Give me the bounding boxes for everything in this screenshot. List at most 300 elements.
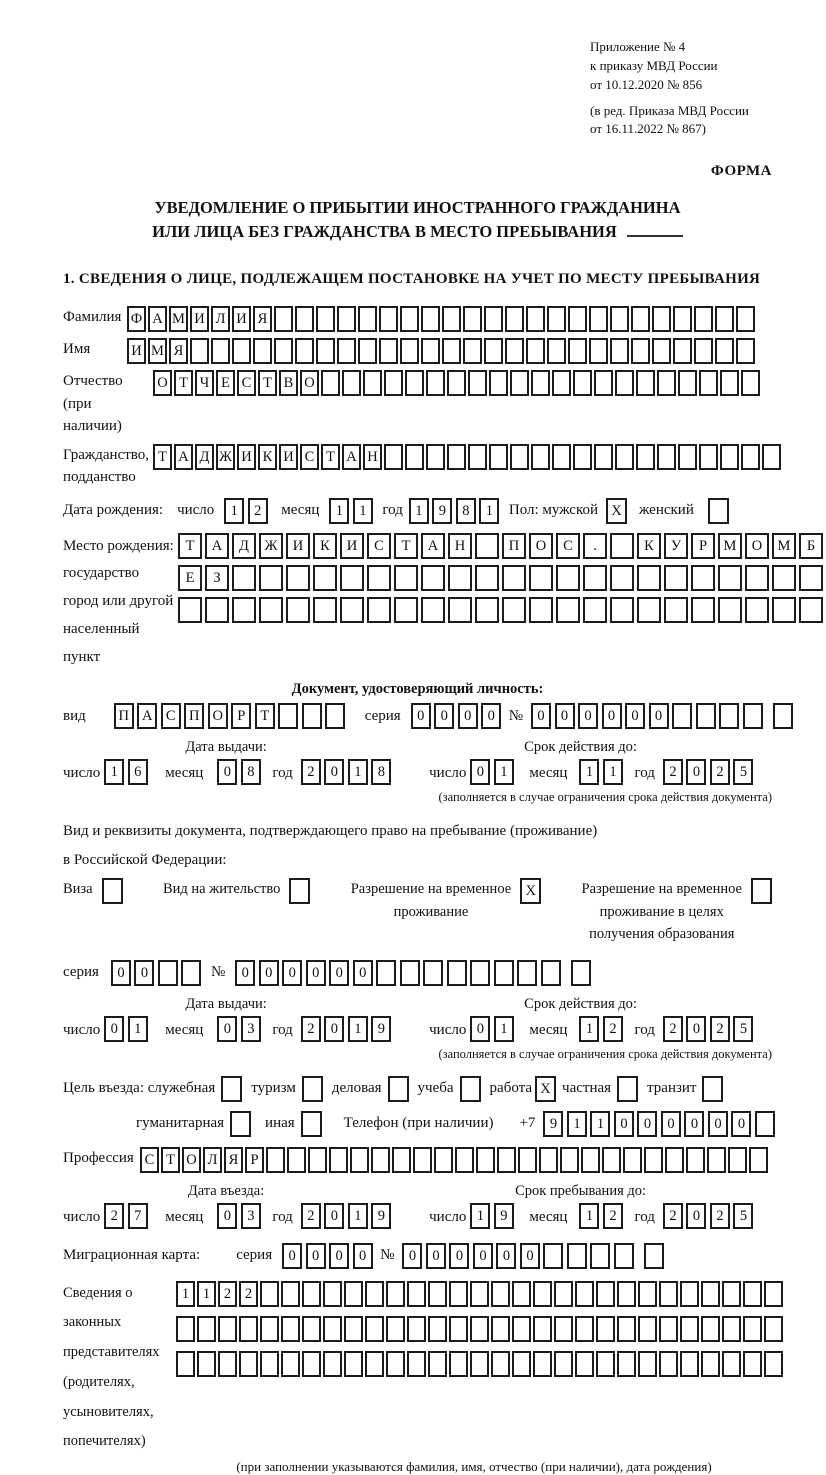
char-cell[interactable] xyxy=(664,597,688,623)
char-cell[interactable]: 2 xyxy=(603,1203,623,1229)
char-cell[interactable] xyxy=(365,1351,384,1377)
char-cell[interactable] xyxy=(652,338,671,364)
char-cell[interactable] xyxy=(423,960,443,986)
char-cell[interactable] xyxy=(475,565,499,591)
char-cell[interactable] xyxy=(449,1316,468,1342)
char-cell[interactable]: К xyxy=(637,533,661,559)
char-cell[interactable] xyxy=(313,597,337,623)
char-cell[interactable] xyxy=(344,1316,363,1342)
char-cell[interactable] xyxy=(736,338,755,364)
char-cell[interactable]: 2 xyxy=(663,1016,683,1042)
char-cell[interactable] xyxy=(644,1147,663,1173)
char-cell[interactable] xyxy=(691,565,715,591)
char-cell[interactable]: 1 xyxy=(470,1203,490,1229)
char-cell[interactable] xyxy=(449,1351,468,1377)
char-cell[interactable] xyxy=(728,1147,747,1173)
char-cell[interactable]: Я xyxy=(224,1147,243,1173)
char-cell[interactable] xyxy=(547,306,566,332)
char-cell[interactable]: И xyxy=(286,533,310,559)
char-cell[interactable] xyxy=(463,338,482,364)
char-cell[interactable] xyxy=(610,565,634,591)
purpose-other-checkbox[interactable] xyxy=(301,1111,322,1137)
char-cell[interactable]: Л xyxy=(203,1147,222,1173)
char-cell[interactable]: 0 xyxy=(259,960,279,986)
char-cell[interactable] xyxy=(657,370,676,396)
char-cell[interactable] xyxy=(568,306,587,332)
char-cell[interactable] xyxy=(302,1281,321,1307)
char-cell[interactable] xyxy=(470,1351,489,1377)
char-cell[interactable]: 0 xyxy=(217,1016,237,1042)
char-cell[interactable]: Е xyxy=(216,370,235,396)
char-cell[interactable] xyxy=(379,306,398,332)
char-cell[interactable]: 1 xyxy=(603,759,623,785)
char-cell[interactable]: И xyxy=(340,533,364,559)
char-cell[interactable] xyxy=(308,1147,327,1173)
char-cell[interactable] xyxy=(673,306,692,332)
purpose-humanitarian-checkbox[interactable] xyxy=(230,1111,251,1137)
char-cell[interactable] xyxy=(421,597,445,623)
char-cell[interactable] xyxy=(623,1147,642,1173)
char-cell[interactable]: О xyxy=(153,370,172,396)
char-cell[interactable]: 0 xyxy=(686,1203,706,1229)
char-cell[interactable]: 2 xyxy=(301,1016,321,1042)
char-cell[interactable] xyxy=(556,597,580,623)
char-cell[interactable] xyxy=(218,1316,237,1342)
char-cell[interactable]: О xyxy=(745,533,769,559)
char-cell[interactable] xyxy=(313,565,337,591)
char-cell[interactable]: 2 xyxy=(104,1203,124,1229)
char-cell[interactable]: И xyxy=(190,306,209,332)
purpose-study-checkbox[interactable] xyxy=(460,1076,481,1102)
char-cell[interactable] xyxy=(678,444,697,470)
char-cell[interactable] xyxy=(526,306,545,332)
char-cell[interactable] xyxy=(323,1316,342,1342)
char-cell[interactable] xyxy=(531,444,550,470)
char-cell[interactable]: 0 xyxy=(531,703,551,729)
char-cell[interactable] xyxy=(637,597,661,623)
char-cell[interactable] xyxy=(449,1281,468,1307)
char-cell[interactable]: 1 xyxy=(567,1111,587,1137)
char-cell[interactable]: 0 xyxy=(686,1016,706,1042)
char-cell[interactable]: С xyxy=(140,1147,159,1173)
char-cell[interactable] xyxy=(552,370,571,396)
char-cell[interactable] xyxy=(529,597,553,623)
char-cell[interactable] xyxy=(475,597,499,623)
char-cell[interactable] xyxy=(447,370,466,396)
char-cell[interactable] xyxy=(680,1316,699,1342)
char-cell[interactable]: 0 xyxy=(434,703,454,729)
char-cell[interactable] xyxy=(543,1243,563,1269)
char-cell[interactable]: 0 xyxy=(637,1111,657,1137)
char-cell[interactable] xyxy=(321,370,340,396)
char-cell[interactable]: 1 xyxy=(494,759,514,785)
char-cell[interactable] xyxy=(407,1281,426,1307)
char-cell[interactable]: Р xyxy=(231,703,251,729)
char-cell[interactable] xyxy=(371,1147,390,1173)
char-cell[interactable]: Т xyxy=(394,533,418,559)
char-cell[interactable]: Н xyxy=(363,444,382,470)
char-cell[interactable] xyxy=(510,370,529,396)
char-cell[interactable] xyxy=(610,338,629,364)
char-cell[interactable] xyxy=(468,444,487,470)
char-cell[interactable] xyxy=(340,565,364,591)
char-cell[interactable]: 9 xyxy=(543,1111,563,1137)
char-cell[interactable]: Л xyxy=(211,306,230,332)
char-cell[interactable]: 0 xyxy=(708,1111,728,1137)
char-cell[interactable] xyxy=(575,1281,594,1307)
char-cell[interactable] xyxy=(589,338,608,364)
char-cell[interactable]: П xyxy=(184,703,204,729)
sex-male-checkbox[interactable]: X xyxy=(606,498,627,524)
char-cell[interactable] xyxy=(295,338,314,364)
char-cell[interactable]: 0 xyxy=(470,759,490,785)
char-cell[interactable]: . xyxy=(583,533,607,559)
char-cell[interactable]: 1 xyxy=(176,1281,195,1307)
visa-checkbox[interactable] xyxy=(102,878,123,904)
char-cell[interactable] xyxy=(491,1351,510,1377)
char-cell[interactable] xyxy=(434,1147,453,1173)
char-cell[interactable] xyxy=(696,703,716,729)
char-cell[interactable]: 1 xyxy=(353,498,373,524)
char-cell[interactable]: 0 xyxy=(426,1243,446,1269)
char-cell[interactable] xyxy=(287,1147,306,1173)
char-cell[interactable] xyxy=(526,338,545,364)
char-cell[interactable] xyxy=(386,1351,405,1377)
char-cell[interactable] xyxy=(719,703,739,729)
char-cell[interactable] xyxy=(340,597,364,623)
char-cell[interactable] xyxy=(541,960,561,986)
char-cell[interactable]: 6 xyxy=(128,759,148,785)
char-cell[interactable]: 1 xyxy=(104,759,124,785)
char-cell[interactable] xyxy=(722,1316,741,1342)
char-cell[interactable] xyxy=(205,597,229,623)
char-cell[interactable]: 2 xyxy=(710,1203,730,1229)
char-cell[interactable] xyxy=(491,1281,510,1307)
char-cell[interactable] xyxy=(239,1351,258,1377)
char-cell[interactable]: С xyxy=(556,533,580,559)
char-cell[interactable] xyxy=(699,370,718,396)
char-cell[interactable]: А xyxy=(148,306,167,332)
char-cell[interactable]: С xyxy=(237,370,256,396)
char-cell[interactable] xyxy=(657,444,676,470)
char-cell[interactable] xyxy=(342,370,361,396)
char-cell[interactable] xyxy=(617,1351,636,1377)
char-cell[interactable]: Ф xyxy=(127,306,146,332)
char-cell[interactable] xyxy=(518,1147,537,1173)
char-cell[interactable] xyxy=(400,306,419,332)
char-cell[interactable] xyxy=(773,703,793,729)
char-cell[interactable]: 9 xyxy=(371,1203,391,1229)
char-cell[interactable] xyxy=(533,1281,552,1307)
char-cell[interactable]: 0 xyxy=(661,1111,681,1137)
char-cell[interactable]: Н xyxy=(448,533,472,559)
char-cell[interactable] xyxy=(379,338,398,364)
char-cell[interactable]: А xyxy=(421,533,445,559)
char-cell[interactable] xyxy=(510,444,529,470)
char-cell[interactable] xyxy=(755,1111,775,1137)
char-cell[interactable] xyxy=(489,444,508,470)
char-cell[interactable]: Т xyxy=(153,444,172,470)
char-cell[interactable] xyxy=(743,1351,762,1377)
char-cell[interactable] xyxy=(762,444,781,470)
char-cell[interactable] xyxy=(617,1316,636,1342)
char-cell[interactable]: М xyxy=(718,533,742,559)
char-cell[interactable] xyxy=(365,1281,384,1307)
char-cell[interactable]: 9 xyxy=(371,1016,391,1042)
char-cell[interactable]: Т xyxy=(178,533,202,559)
char-cell[interactable] xyxy=(529,565,553,591)
char-cell[interactable] xyxy=(554,1316,573,1342)
char-cell[interactable] xyxy=(512,1351,531,1377)
char-cell[interactable] xyxy=(426,370,445,396)
char-cell[interactable]: Т xyxy=(258,370,277,396)
char-cell[interactable] xyxy=(631,306,650,332)
char-cell[interactable]: К xyxy=(313,533,337,559)
char-cell[interactable]: 1 xyxy=(579,1203,599,1229)
char-cell[interactable] xyxy=(405,444,424,470)
char-cell[interactable] xyxy=(178,597,202,623)
char-cell[interactable]: 2 xyxy=(248,498,268,524)
char-cell[interactable]: 1 xyxy=(579,1016,599,1042)
char-cell[interactable] xyxy=(325,703,345,729)
char-cell[interactable] xyxy=(281,1281,300,1307)
char-cell[interactable] xyxy=(636,370,655,396)
char-cell[interactable] xyxy=(407,1351,426,1377)
char-cell[interactable] xyxy=(475,533,499,559)
char-cell[interactable]: Т xyxy=(255,703,275,729)
char-cell[interactable] xyxy=(678,370,697,396)
char-cell[interactable]: Т xyxy=(174,370,193,396)
char-cell[interactable]: Д xyxy=(232,533,256,559)
char-cell[interactable] xyxy=(589,306,608,332)
char-cell[interactable] xyxy=(659,1316,678,1342)
char-cell[interactable]: К xyxy=(258,444,277,470)
char-cell[interactable] xyxy=(259,597,283,623)
char-cell[interactable]: Е xyxy=(178,565,202,591)
char-cell[interactable]: 1 xyxy=(590,1111,610,1137)
char-cell[interactable] xyxy=(394,565,418,591)
char-cell[interactable] xyxy=(497,1147,516,1173)
char-cell[interactable]: И xyxy=(237,444,256,470)
char-cell[interactable] xyxy=(638,1281,657,1307)
purpose-business-checkbox[interactable] xyxy=(388,1076,409,1102)
residence-permit-checkbox[interactable] xyxy=(289,878,310,904)
temp-permit-edu-checkbox[interactable] xyxy=(751,878,772,904)
char-cell[interactable] xyxy=(384,444,403,470)
char-cell[interactable] xyxy=(590,1243,610,1269)
char-cell[interactable] xyxy=(554,1281,573,1307)
char-cell[interactable]: 1 xyxy=(329,498,349,524)
char-cell[interactable] xyxy=(694,306,713,332)
char-cell[interactable] xyxy=(644,1243,664,1269)
char-cell[interactable]: 0 xyxy=(520,1243,540,1269)
char-cell[interactable]: 0 xyxy=(402,1243,422,1269)
char-cell[interactable] xyxy=(421,565,445,591)
char-cell[interactable] xyxy=(455,1147,474,1173)
char-cell[interactable] xyxy=(539,1147,558,1173)
char-cell[interactable] xyxy=(448,597,472,623)
char-cell[interactable]: Б xyxy=(799,533,823,559)
char-cell[interactable] xyxy=(720,370,739,396)
char-cell[interactable] xyxy=(512,1316,531,1342)
char-cell[interactable]: 5 xyxy=(733,1016,753,1042)
char-cell[interactable] xyxy=(428,1281,447,1307)
char-cell[interactable] xyxy=(575,1316,594,1342)
char-cell[interactable]: М xyxy=(169,306,188,332)
char-cell[interactable] xyxy=(428,1316,447,1342)
char-cell[interactable]: Ч xyxy=(195,370,214,396)
char-cell[interactable] xyxy=(344,1281,363,1307)
char-cell[interactable] xyxy=(659,1351,678,1377)
char-cell[interactable]: А xyxy=(342,444,361,470)
char-cell[interactable] xyxy=(392,1147,411,1173)
char-cell[interactable]: 1 xyxy=(348,1016,368,1042)
char-cell[interactable]: 0 xyxy=(625,703,645,729)
char-cell[interactable] xyxy=(701,1316,720,1342)
char-cell[interactable]: 0 xyxy=(306,960,326,986)
char-cell[interactable]: Ж xyxy=(216,444,235,470)
char-cell[interactable] xyxy=(701,1351,720,1377)
char-cell[interactable]: 1 xyxy=(128,1016,148,1042)
char-cell[interactable]: П xyxy=(502,533,526,559)
char-cell[interactable]: 2 xyxy=(301,759,321,785)
char-cell[interactable] xyxy=(259,565,283,591)
char-cell[interactable] xyxy=(323,1351,342,1377)
char-cell[interactable] xyxy=(181,960,201,986)
purpose-official-checkbox[interactable] xyxy=(221,1076,242,1102)
char-cell[interactable]: 8 xyxy=(371,759,391,785)
char-cell[interactable] xyxy=(715,306,734,332)
char-cell[interactable] xyxy=(615,444,634,470)
char-cell[interactable] xyxy=(337,306,356,332)
char-cell[interactable]: 8 xyxy=(241,759,261,785)
char-cell[interactable] xyxy=(468,370,487,396)
char-cell[interactable] xyxy=(573,370,592,396)
char-cell[interactable] xyxy=(745,597,769,623)
char-cell[interactable] xyxy=(260,1281,279,1307)
char-cell[interactable] xyxy=(672,703,692,729)
char-cell[interactable] xyxy=(554,1351,573,1377)
char-cell[interactable]: М xyxy=(148,338,167,364)
purpose-transit-checkbox[interactable] xyxy=(702,1076,723,1102)
char-cell[interactable] xyxy=(476,1147,495,1173)
char-cell[interactable] xyxy=(718,565,742,591)
char-cell[interactable] xyxy=(652,306,671,332)
char-cell[interactable] xyxy=(386,1316,405,1342)
char-cell[interactable]: 0 xyxy=(104,1016,124,1042)
char-cell[interactable] xyxy=(463,306,482,332)
char-cell[interactable]: О xyxy=(529,533,553,559)
char-cell[interactable] xyxy=(176,1351,195,1377)
char-cell[interactable] xyxy=(583,565,607,591)
char-cell[interactable] xyxy=(581,1147,600,1173)
char-cell[interactable]: 0 xyxy=(134,960,154,986)
char-cell[interactable]: 0 xyxy=(481,703,501,729)
char-cell[interactable] xyxy=(617,1281,636,1307)
char-cell[interactable] xyxy=(749,1147,768,1173)
char-cell[interactable] xyxy=(394,597,418,623)
char-cell[interactable]: В xyxy=(279,370,298,396)
char-cell[interactable]: 0 xyxy=(602,703,622,729)
char-cell[interactable]: 2 xyxy=(603,1016,623,1042)
char-cell[interactable] xyxy=(659,1281,678,1307)
char-cell[interactable] xyxy=(575,1351,594,1377)
char-cell[interactable] xyxy=(218,1351,237,1377)
char-cell[interactable]: 0 xyxy=(684,1111,704,1137)
char-cell[interactable] xyxy=(367,565,391,591)
char-cell[interactable] xyxy=(367,597,391,623)
char-cell[interactable] xyxy=(278,703,298,729)
char-cell[interactable] xyxy=(470,1316,489,1342)
char-cell[interactable]: У xyxy=(664,533,688,559)
char-cell[interactable] xyxy=(316,338,335,364)
char-cell[interactable]: О xyxy=(300,370,319,396)
char-cell[interactable] xyxy=(610,597,634,623)
char-cell[interactable] xyxy=(614,1243,634,1269)
char-cell[interactable]: 0 xyxy=(411,703,431,729)
char-cell[interactable] xyxy=(743,1316,762,1342)
char-cell[interactable] xyxy=(615,370,634,396)
char-cell[interactable]: М xyxy=(772,533,796,559)
char-cell[interactable]: 0 xyxy=(473,1243,493,1269)
char-cell[interactable] xyxy=(400,338,419,364)
char-cell[interactable] xyxy=(176,1316,195,1342)
char-cell[interactable]: Т xyxy=(161,1147,180,1173)
char-cell[interactable]: С xyxy=(367,533,391,559)
char-cell[interactable] xyxy=(428,1351,447,1377)
char-cell[interactable] xyxy=(701,1281,720,1307)
char-cell[interactable] xyxy=(596,1281,615,1307)
char-cell[interactable] xyxy=(413,1147,432,1173)
char-cell[interactable] xyxy=(442,306,461,332)
char-cell[interactable] xyxy=(505,306,524,332)
char-cell[interactable] xyxy=(502,597,526,623)
char-cell[interactable]: 9 xyxy=(494,1203,514,1229)
char-cell[interactable] xyxy=(594,370,613,396)
char-cell[interactable] xyxy=(505,338,524,364)
char-cell[interactable] xyxy=(232,597,256,623)
char-cell[interactable]: 3 xyxy=(241,1016,261,1042)
char-cell[interactable]: 5 xyxy=(733,759,753,785)
char-cell[interactable] xyxy=(699,444,718,470)
char-cell[interactable]: 0 xyxy=(324,1203,344,1229)
char-cell[interactable]: 0 xyxy=(282,1243,302,1269)
char-cell[interactable] xyxy=(274,306,293,332)
char-cell[interactable] xyxy=(286,565,310,591)
char-cell[interactable] xyxy=(673,338,692,364)
char-cell[interactable] xyxy=(722,1351,741,1377)
char-cell[interactable]: 1 xyxy=(224,498,244,524)
char-cell[interactable] xyxy=(421,306,440,332)
char-cell[interactable]: 0 xyxy=(111,960,131,986)
char-cell[interactable] xyxy=(764,1281,783,1307)
char-cell[interactable]: 7 xyxy=(128,1203,148,1229)
char-cell[interactable] xyxy=(610,306,629,332)
temp-permit-checkbox[interactable]: X xyxy=(520,878,541,904)
char-cell[interactable] xyxy=(281,1316,300,1342)
char-cell[interactable] xyxy=(260,1351,279,1377)
char-cell[interactable]: Т xyxy=(321,444,340,470)
char-cell[interactable] xyxy=(376,960,396,986)
char-cell[interactable]: 2 xyxy=(301,1203,321,1229)
char-cell[interactable] xyxy=(350,1147,369,1173)
char-cell[interactable] xyxy=(484,338,503,364)
char-cell[interactable] xyxy=(567,1243,587,1269)
char-cell[interactable]: Я xyxy=(169,338,188,364)
char-cell[interactable]: 0 xyxy=(353,960,373,986)
char-cell[interactable]: 0 xyxy=(217,759,237,785)
char-cell[interactable] xyxy=(502,565,526,591)
